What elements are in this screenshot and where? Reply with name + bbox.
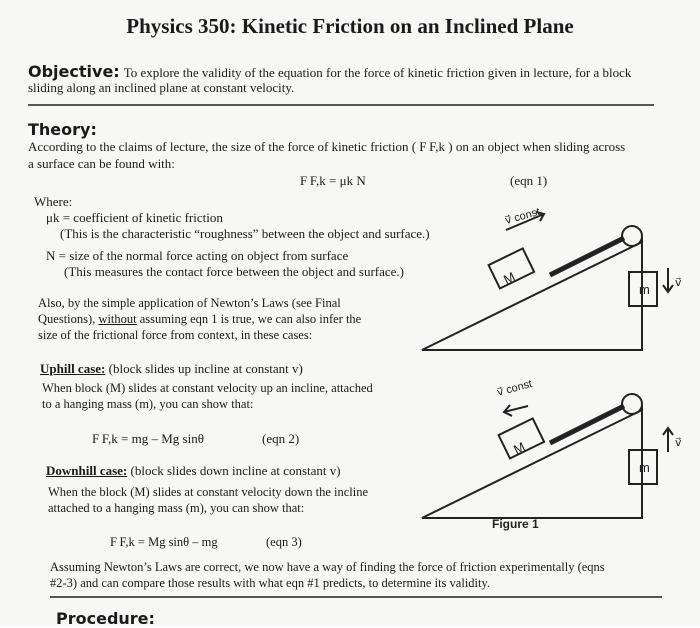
mu-definition: μk = coefficient of kinetic friction [46, 210, 223, 225]
top-hanging-label: m [639, 282, 650, 297]
top-pulley [622, 226, 642, 246]
bottom-velocity-arrow [504, 405, 528, 416]
eqn-3: F F,k = Mg sinθ – mg [110, 535, 218, 549]
mu-note: (This is the characteristic “roughness” between the object and surface.) [60, 226, 430, 241]
newton-text-2a: Questions), [38, 312, 96, 326]
eqn-2: F F,k = mg – Mg sinθ [92, 431, 204, 446]
downhill-text-2: attached to a hanging mass (m), you can show that: [48, 501, 305, 515]
top-hang-v-label: v⃗ [675, 277, 682, 289]
uphill-text-1: When block (M) slides at constant velocity up an incline, attached [42, 381, 373, 395]
uphill-text-2: to a hanging mass (m), you can show that: [42, 397, 254, 411]
downhill-text-1: When the block (M) slides at constant velocity down the incline [48, 485, 369, 499]
conclusion-text-1: Assuming Newton’s Laws are correct, we now have a way of finding the force of friction experimentally (eqns [50, 560, 605, 574]
eqn-2-label: (eqn 2) [262, 431, 300, 446]
figure-caption: Figure 1 [492, 517, 539, 531]
bottom-pulley [622, 394, 642, 414]
downhill-heading-rest: (block slides down incline at constant v) [130, 463, 341, 478]
objective-text-2: sliding along an inclined plane at constant velocity. [28, 80, 295, 95]
where-label: Where: [34, 194, 73, 209]
conclusion-divider [50, 596, 662, 598]
bottom-hang-arrow [663, 428, 673, 452]
uphill-heading: Uphill case: [40, 361, 106, 376]
procedure-heading: Procedure: [56, 609, 155, 628]
figure-1 [410, 200, 695, 535]
newton-text-2-underlined: without [98, 312, 137, 326]
downhill-heading-line [46, 463, 341, 479]
newton-text-2 [38, 312, 361, 327]
bottom-hanging-label: m [639, 460, 650, 475]
theory-text-2: a surface can be found with: [28, 156, 175, 171]
downhill-heading: Downhill case: [46, 463, 128, 478]
bottom-hang-v-label: v⃗ [675, 437, 682, 449]
newton-text-1: Also, by the simple application of Newton’s Laws (see Final [38, 296, 341, 310]
page-title: Physics 350: Kinetic Friction on an Inclined Plane [126, 14, 574, 38]
normal-note: (This measures the contact force between the object and surface.) [64, 264, 405, 279]
top-incline [422, 242, 642, 350]
eqn-1-label: (eqn 1) [510, 173, 548, 188]
top-velocity-label: v⃗ const [503, 206, 542, 227]
newton-text-2b: assuming eqn 1 is true, we can also infer the [139, 312, 362, 326]
newton-text-3: size of the frictional force from context, in these cases: [38, 328, 313, 342]
uphill-heading-rest: (block slides up incline at constant v) [108, 361, 303, 376]
conclusion-text-2: #2-3) and can compare those results with what eqn #1 predicts, to determine its validity. [50, 576, 491, 590]
objective-text-1: To explore the validity of the equation for the force of kinetic friction given in lecture, for a block [123, 65, 632, 80]
bottom-velocity-label: v⃗ const [495, 378, 534, 399]
objective-line-1 [28, 62, 631, 82]
eqn-1: F F,k = μk N [300, 173, 366, 188]
bottom-block-label: M [511, 438, 528, 458]
top-hang-arrow [663, 268, 673, 292]
objective-divider [28, 104, 654, 106]
uphill-heading-line [40, 361, 303, 377]
top-block-label: M [501, 268, 518, 288]
objective-heading: Objective: [28, 62, 120, 81]
normal-definition: N = size of the normal force acting on object from surface [46, 248, 349, 263]
eqn-3-label: (eqn 3) [266, 535, 302, 549]
theory-heading: Theory: [28, 120, 97, 139]
bottom-incline [422, 410, 642, 518]
theory-text-1: According to the claims of lecture, the size of the force of kinetic friction ( F F,k ) on an object when sliding across [28, 139, 626, 154]
